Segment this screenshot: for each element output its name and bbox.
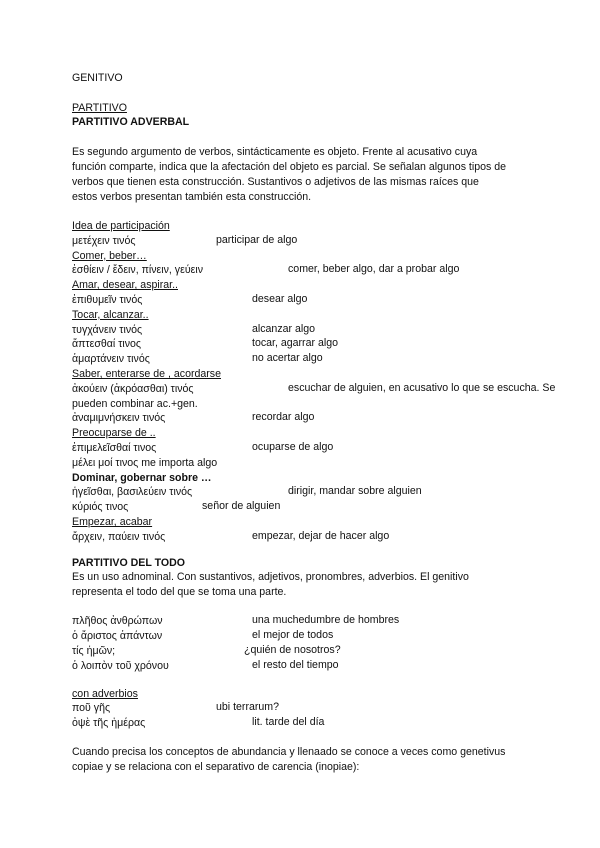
section-partitivo-del-todo: PARTITIVO DEL TODO [72,557,186,569]
closing-line: copiae y se relaciona con el separativo de carencia (inopiae): [72,761,360,773]
list-line: μέλει μοί τινος me importa algo [72,456,218,469]
section-con-adverbios: con adverbios [72,688,138,700]
spanish-gloss: señor de alguien [202,500,281,513]
greek-term: ἁμαρτάνειν τινός [72,353,150,366]
intro-line: estos verbos presentan también esta construcción. [72,191,312,203]
greek-term: ποῦ γῆς [72,702,111,714]
greek-term: ὁ ἄριστος ἁπάντων [72,630,163,642]
category-heading: Comer, beber… [72,249,147,262]
spanish-gloss: el resto del tiempo [252,659,339,671]
category-heading: Preocuparse de .. [72,427,156,440]
category-heading: Amar, desear, aspirar.. [72,279,178,292]
greek-term: ὁ λοιπὸν τοῦ χρόνου [72,660,169,672]
spanish-gloss: comer, beber algo, dar a probar algo [288,263,460,276]
greek-term: ἐσθίειν / ἔδειν, πίνειν, γεύειν [72,264,203,277]
spanish-gloss: empezar, dejar de hacer algo [252,529,390,542]
spanish-gloss: alcanzar algo [252,322,316,335]
spanish-gloss: recordar algo [252,411,315,424]
category-heading: Idea de participación [72,220,170,232]
greek-term: μετέχειν τινός [72,234,136,247]
spanish-gloss: desear algo [252,293,308,305]
spanish-gloss: escuchar de alguien, en acusativo lo que se escucha. Se [288,381,556,394]
greek-term: ἀναμιμνήσκειν τινός [72,412,166,425]
intro-line: función comparte, indica que la afectación del objeto es parcial. Se señalan algunos tipos de [72,161,507,173]
greek-term: ἄρχειν, παύειν τινός [72,530,166,543]
spanish-gloss: ¿quién de nosotros? [244,644,341,656]
section-partitivo-adverbal: PARTITIVO ADVERBAL [72,116,190,128]
spanish-gloss: ubi terrarum? [216,701,279,713]
intro-line: Es segundo argumento de verbos, sintácticamente es objeto. Frente al acusativo cuya [72,146,478,158]
greek-term: τυγχάνειν τινός [72,323,143,336]
category-heading: Tocar, alcanzar.. [72,308,149,321]
spanish-gloss: participar de algo [216,233,298,246]
spanish-gloss: una muchedumbre de hombres [252,614,400,626]
intro-line: verbos que tienen esta construcción. Sustantivos o adjetivos de las mismas raíces que [72,176,479,188]
doc-title: GENITIVO [72,72,123,84]
spanish-gloss: dirigir, mandar sobre alguien [288,485,422,498]
section-partitivo: PARTITIVO [72,102,127,114]
spanish-gloss: no acertar algo [252,352,323,365]
greek-term: πλῆθος ἀνθρώπων [72,615,163,627]
todo-intro-line: Es un uso adnominal. Con sustantivos, adjetivos, pronombres, adverbios. El genitivo [72,571,469,583]
category-heading: Empezar, acabar [72,516,153,528]
greek-term: ἀκούειν (ἀκρόασθαι) τινός [72,382,194,395]
todo-intro-line: representa el todo del que se toma una parte. [72,586,287,598]
greek-term: ἐπιμελεῖσθαί τινος [72,442,157,454]
greek-term: κύριός τινος [72,501,129,514]
list-line: pueden combinar ac.+gen. [72,397,198,410]
spanish-gloss: lit. tarde del día [252,716,325,728]
greek-term: τίς ἡμῶν; [72,645,116,657]
closing-line: Cuando precisa los conceptos de abundancia y llenaado se conoce a veces como genetivus [72,746,506,758]
greek-term: ὀψὲ τῆς ἡμέρας [72,717,146,729]
spanish-gloss: el mejor de todos [252,629,334,641]
category-heading: Saber, enterarse de , acordarse [72,368,221,380]
greek-term: ἅπτεσθαί τινος [72,338,142,351]
greek-term: ἡγεῖσθαι, βασιλεύειν τινός [72,486,193,499]
category-heading: Dominar, gobernar sobre … [72,471,212,484]
spanish-gloss: ocuparse de algo [252,441,334,453]
greek-term: ἐπιθυμεῖν τινός [72,294,143,306]
spanish-gloss: tocar, agarrar algo [252,337,338,350]
